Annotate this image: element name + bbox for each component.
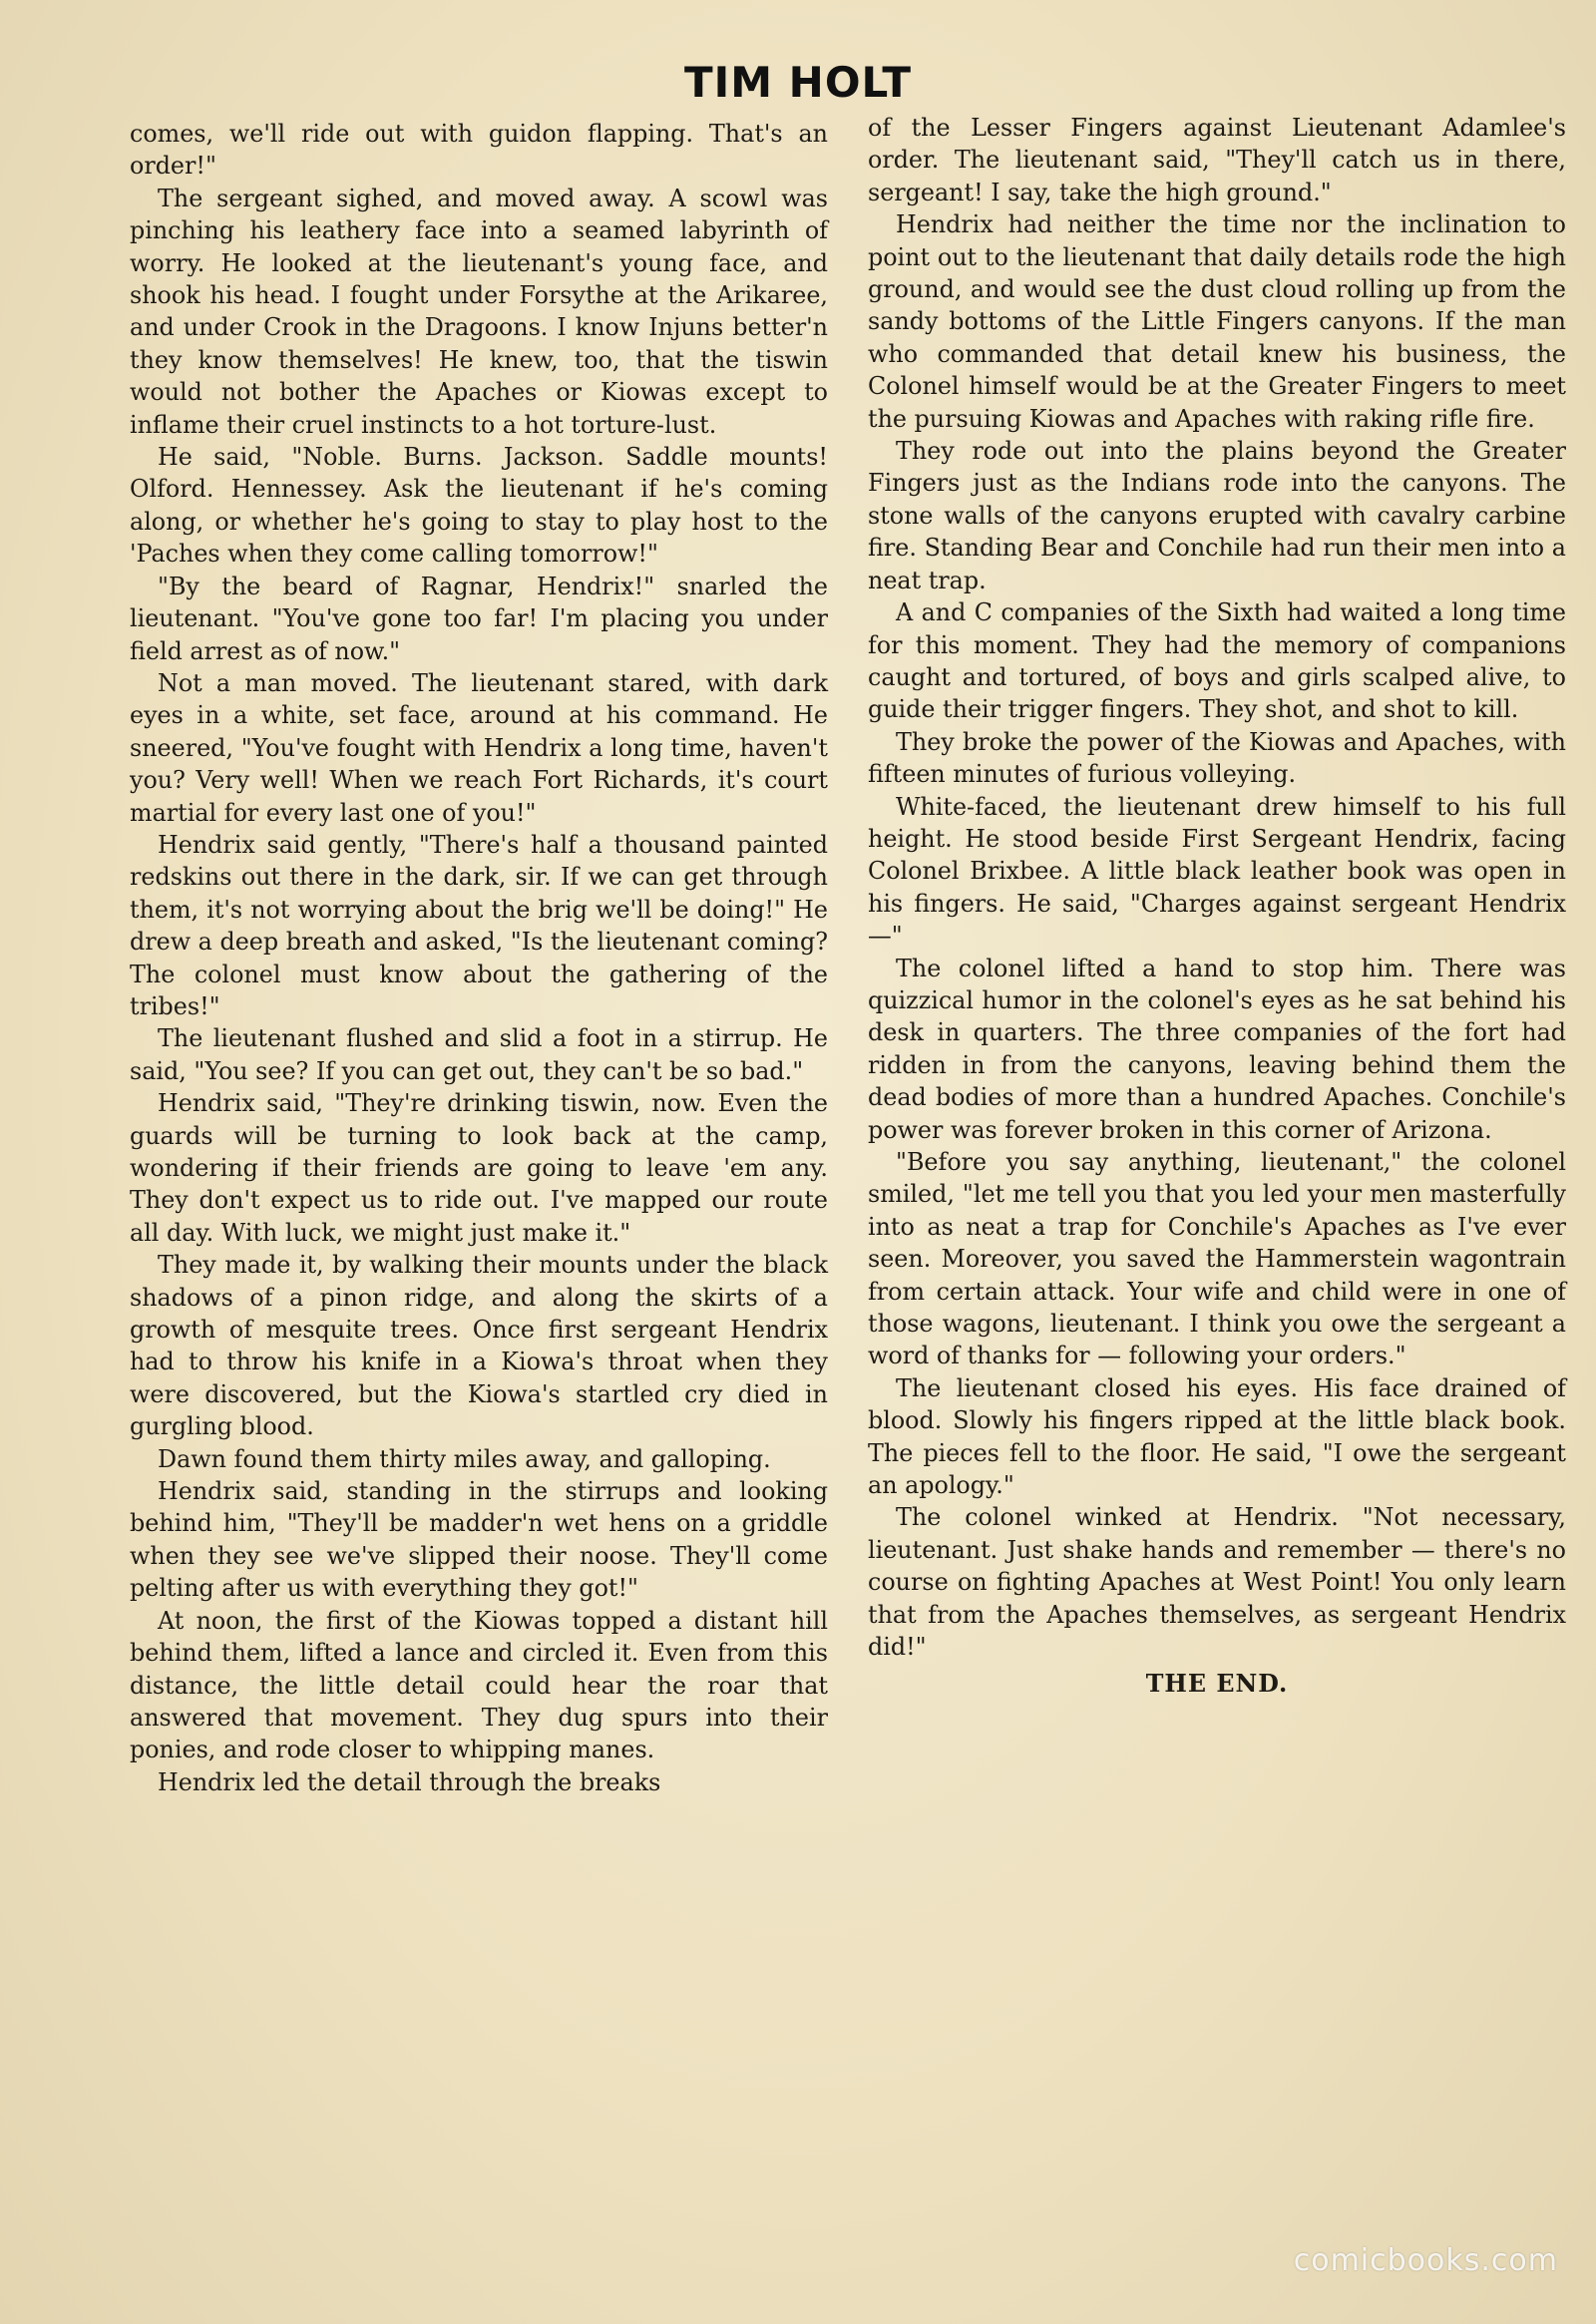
- paragraph: The colonel winked at Hendrix. "Not necessary, lieutenant. Just shake hands and remember — there's no course on fighting Apaches at West Point! You only learn that from the Apaches themselves, as sergeant Hendrix did!": [868, 1503, 1566, 1662]
- paragraph: The lieutenant closed his eyes. His face drained of blood. Slowly his fingers ripped at the little black book. The pieces fell to the floor. He said, "I owe the sergeant an apology.": [868, 1373, 1566, 1500]
- paragraph: of the Lesser Fingers against Lieutenant Adamlee's order. The lieutenant said, "They'll catch us in there, sergeant! I say, take the high ground.": [868, 114, 1566, 206]
- paragraph: They rode out into the plains beyond the Greater Fingers just as the Indians rode into the canyons. The stone walls of the canyons erupted with cavalry carbine fire. Standing Bear and Conchile had run their men into a neat trap.: [868, 437, 1566, 594]
- paragraph: Hendrix said, "They're drinking tiswin, now. Even the guards will be turning to look back at the camp, wondering if their friends are going to leave 'em any. They don't expect us to ride out. I've mapped our route all day. With luck, we might just make it.": [130, 1089, 828, 1247]
- paragraph: They broke the power of the Kiowas and Apaches, with fifteen minutes of furious volleying.: [868, 727, 1566, 789]
- paragraph: Dawn found them thirty miles away, and galloping.: [158, 1444, 771, 1473]
- paragraph: The sergeant sighed, and moved away. A scowl was pinching his leathery face into a seamed labyrinth of worry. He looked at the lieutenant's young face, and shook his head. I fought under Forsythe at the Arikaree, and under Crook in the Dragoons. I know Injuns better'n they know themselves! He knew, too, that the tiswin would not bother the Apaches or Kiowas except to inflame their cruel instincts to a hot torture-lust.: [130, 184, 828, 439]
- paragraph: "By the beard of Ragnar, Hendrix!" snarled the lieutenant. "You've gone too far! I'm placing you under field arrest as of now.": [130, 572, 828, 665]
- paragraph: White-faced, the lieutenant drew himself to his full height. He stood beside First Sergeant Hendrix, facing Colonel Brixbee. A little black leather book was open in his fingers. He said, "Charges against sergeant Hendrix —": [868, 792, 1566, 951]
- paragraph: Hendrix led the detail through the breaks: [158, 1767, 661, 1796]
- left-text-column: [130, 118, 828, 1798]
- paragraph: Hendrix said gently, "There's half a thousand painted redskins out there in the dark, sir. If we can get through them, it's not worrying about the brig we'll be doing!" He drew a deep breath and asked, "Is the lieutenant coming? The colonel must know about the gathering of the tribes!": [130, 830, 828, 1020]
- paragraph: At noon, the first of the Kiowas topped a distant hill behind them, lifted a lance and circled it. Even from this distance, the little detail could hear the roar that answered that movement. They dug spurs into their ponies, and rode closer to whipping manes.: [130, 1606, 828, 1764]
- paragraph: comes, we'll ride out with guidon flapping. That's an order!": [130, 120, 828, 181]
- paragraph: Hendrix said, standing in the stirrups and looking behind him, "They'll be madder'n wet hens on a griddle when they see we've slipped their noose. They'll come pelting after us with everything they got!": [130, 1477, 828, 1603]
- right-text-column: [868, 112, 1566, 1700]
- paragraph: "Before you say anything, lieutenant," the colonel smiled, "let me tell you that you led your men masterfully into as neat a trap for Conchile's Apaches as I've ever seen. Moreover, you saved the Hammerstein wagontrain from certain attack. Your wife and child were in one of those wagons, lieutenant. I think you owe the sergeant a word of thanks for — following your orders.": [868, 1148, 1566, 1370]
- paragraph: He said, "Noble. Burns. Jackson. Saddle mounts! Olford. Hennessey. Ask the lieutenant if he's coming along, or whether he's going to stay to play host to the 'Paches when they come calling tomorrow!": [130, 443, 828, 569]
- paragraph: Not a man moved. The lieutenant stared, with dark eyes in a white, set face, around at his command. He sneered, "You've fought with Hendrix a long time, haven't you? Very well! When we reach Fort Richards, it's court martial for every last one of you!": [130, 668, 828, 827]
- watermark: comicbooks.com: [1293, 2243, 1558, 2278]
- page-title: TIM HOLT: [683, 58, 912, 107]
- paragraph: The colonel lifted a hand to stop him. There was quizzical humor in the colonel's eyes as he sat behind his desk in quarters. The three companies of the fort had ridden in from the canyons, leaving behind them the dead bodies of more than a hundred Apaches. Conchile's power was forever broken in this corner of Arizona.: [868, 954, 1566, 1144]
- paragraph: The lieutenant flushed and slid a foot in a stirrup. He said, "You see? If you can get out, they can't be so bad.": [130, 1024, 828, 1085]
- paragraph: They made it, by walking their mounts under the black shadows of a pinon ridge, and along the skirts of a growth of mesquite trees. Once first sergeant Hendrix had to throw his knife in a Kiowa's throat when they were discovered, but the Kiowa's startled cry died in gurgling blood.: [130, 1251, 828, 1441]
- the-end-label: THE END.: [1145, 1669, 1289, 1698]
- paragraph: Hendrix had neither the time nor the inclination to point out to the lieutenant that daily details rode the high ground, and would see the dust cloud rolling up from the sandy bottoms of the Little Fingers canyons. If the man who commanded that detail knew his business, the Colonel himself would be at the Greater Fingers to meet the pursuing Kiowas and Apaches with raking rifle fire.: [868, 210, 1566, 433]
- paragraph: A and C companies of the Sixth had waited a long time for this moment. They had the memory of companions caught and tortured, of boys and girls scalped alive, to guide their trigger fingers. They shot, and shot to kill.: [868, 598, 1566, 724]
